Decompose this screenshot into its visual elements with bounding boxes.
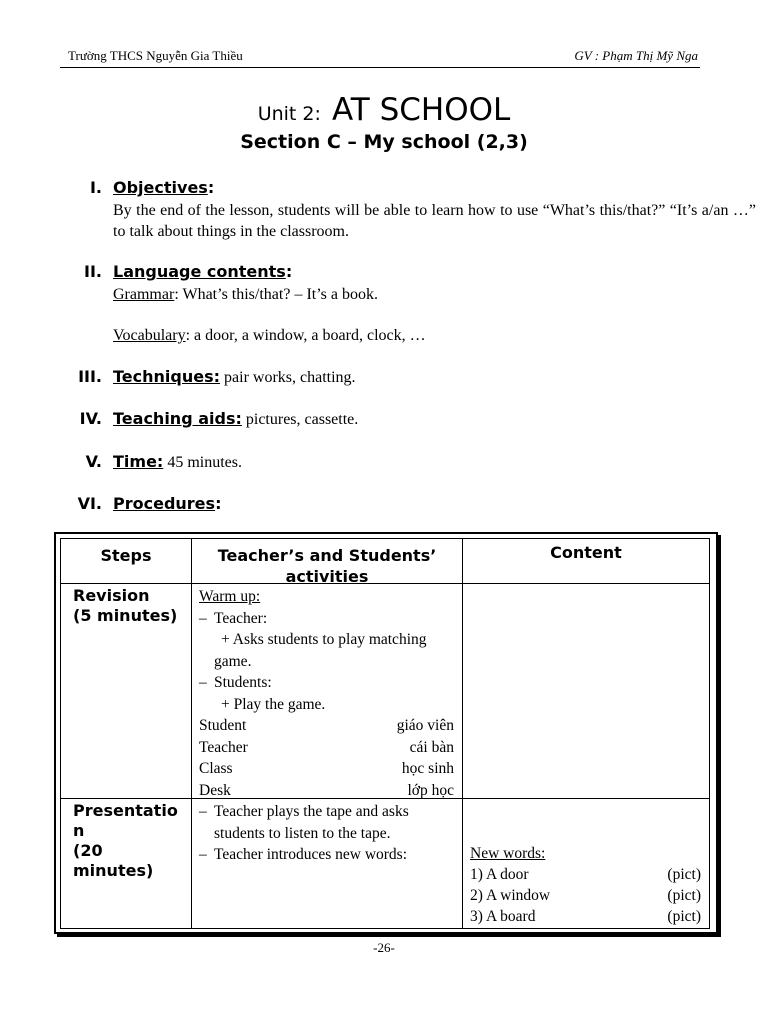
grammar-label: Grammar (113, 286, 175, 303)
revision-activities (192, 584, 463, 799)
revision-step: Revision (5 minutes) (60, 584, 192, 799)
word-item: 2) A window (pict) (470, 887, 701, 904)
time-number: V. (85, 452, 102, 471)
language-heading: Language contents: (113, 262, 293, 281)
procedures-table (54, 532, 718, 934)
teacher-item: – Teacher: (199, 609, 268, 627)
matching-pair: Teacher cái bàn (199, 738, 454, 756)
unit-heading (0, 92, 768, 128)
word-item: 3) A board (pict) (470, 908, 701, 925)
language-number: II. (84, 262, 102, 281)
procedures-heading: Procedures: (113, 494, 222, 513)
procedures-number: VI. (77, 494, 102, 513)
new-words-label: New words: (470, 845, 546, 862)
revision-content (463, 584, 710, 799)
header-steps: Steps (60, 538, 192, 584)
techniques-heading: Techniques: pair works, chatting. (113, 367, 356, 386)
teacher-name: GV : Phạm Thị Mỹ Nga (574, 48, 698, 63)
vocabulary-label: Vocabulary (113, 327, 186, 344)
teacher-task-line-1: + Asks students to play matching (221, 631, 427, 648)
word-item: 1) A door (pict) (470, 866, 701, 883)
page-number: -26- (373, 940, 395, 955)
aids-number: IV. (79, 409, 102, 428)
unit-title: AT SCHOOL (332, 92, 511, 128)
header-activities: Teacher’s and Students’ activities (192, 538, 463, 584)
activity-tape: – Teacher plays the tape and asks (199, 803, 409, 820)
students-item: – Students: (199, 674, 272, 691)
school-name: Trường THCS Nguyễn Gia Thiều (68, 48, 243, 63)
presentation-activities (192, 799, 463, 929)
presentation-step: Presentatio n (20 minutes) (60, 799, 192, 929)
objectives-text: By the end of the lesson, students will be able to learn how to use “What’s this/that?” “It’s a/an …” to talk about things in the classroom. (113, 202, 756, 240)
presentation-content (463, 799, 710, 929)
matching-pair: Student giáo viên (199, 717, 454, 734)
students-task: + Play the game. (221, 695, 326, 713)
teacher-task-line-2: game. (214, 652, 252, 670)
matching-pair: Class học sinh (199, 760, 454, 777)
section-title: Section C – My school (2,3) (240, 131, 528, 153)
time-heading: Time: 45 minutes. (113, 452, 242, 471)
techniques-number: III. (78, 367, 102, 386)
warm-up-label: Warm up: (199, 588, 261, 605)
unit-label: Unit 2: (257, 103, 321, 125)
activity-tape-cont: students to listen to the tape. (214, 824, 391, 842)
header-content: Content (463, 538, 710, 584)
matching-pair: Desk lớp học (199, 781, 454, 799)
objectives-heading: Objectives: (113, 178, 215, 197)
page-header (60, 45, 700, 68)
objectives-number: I. (89, 178, 102, 197)
activity-new-words: – Teacher introduces new words: (199, 846, 408, 863)
grammar-line: Grammar: What’s this/that? – It’s a book. (113, 286, 378, 303)
aids-heading: Teaching aids: pictures, cassette. (113, 409, 359, 428)
vocabulary-line: Vocabulary: a door, a window, a board, clock, … (113, 327, 426, 344)
